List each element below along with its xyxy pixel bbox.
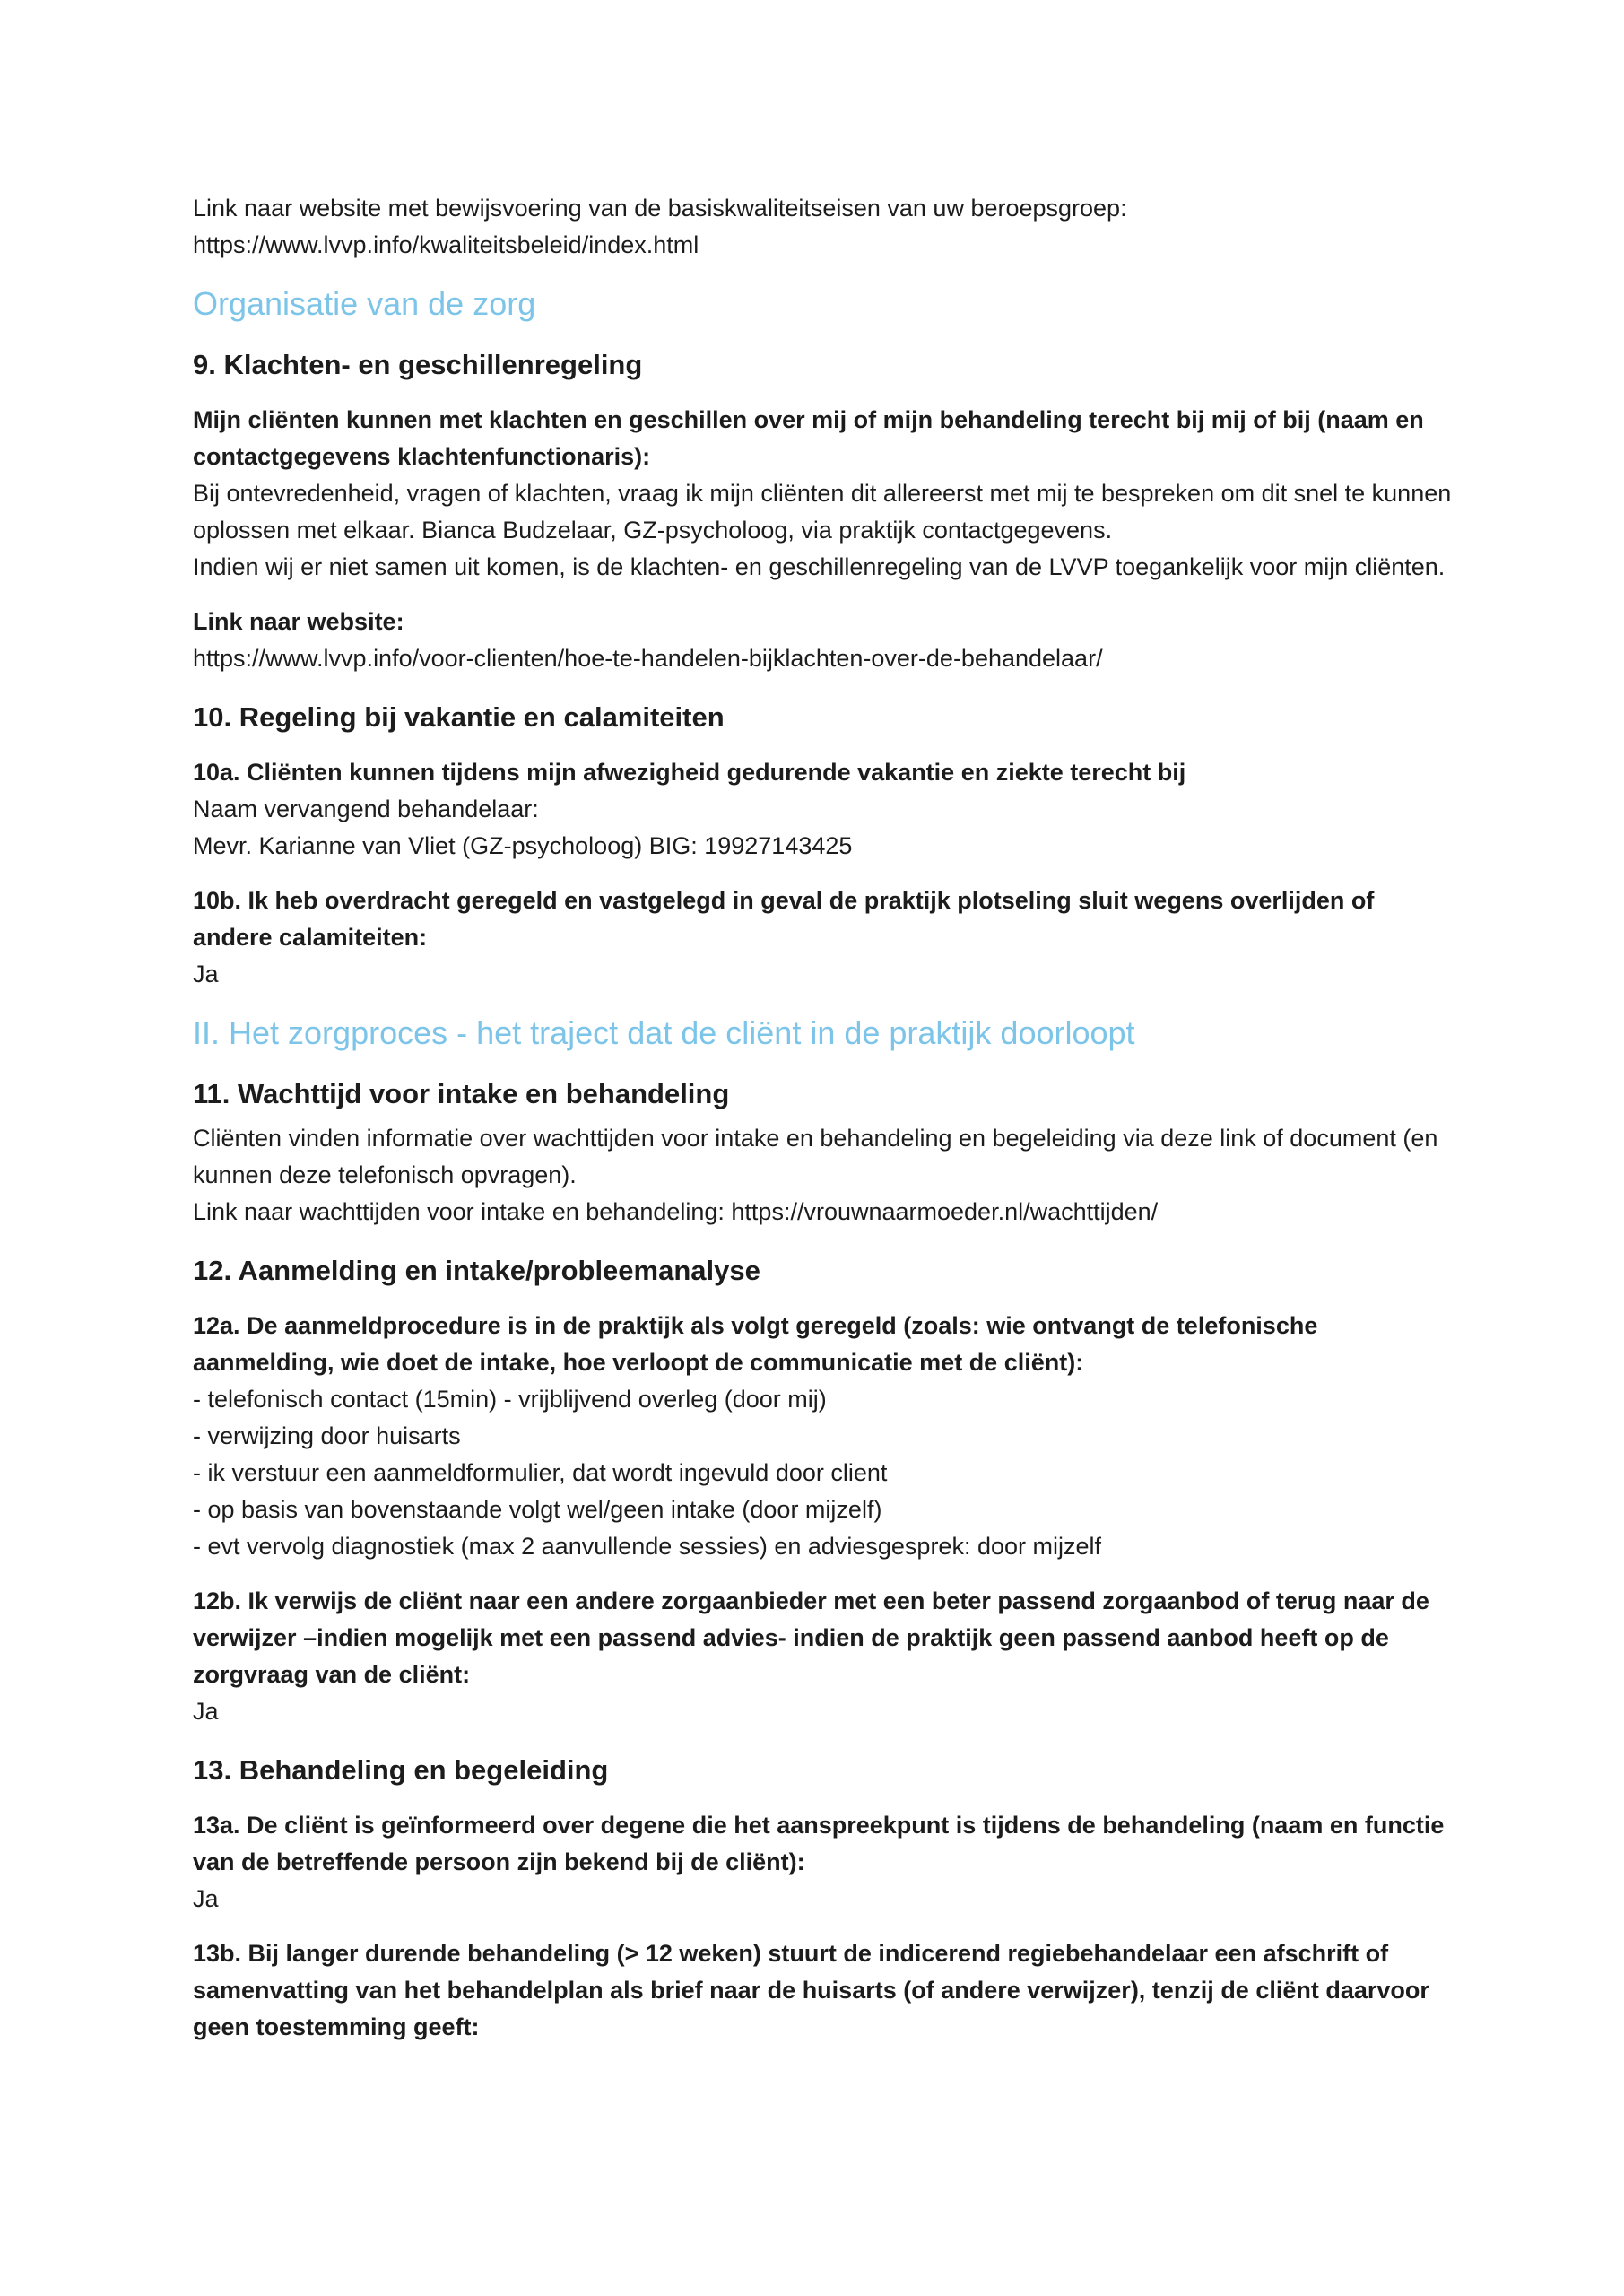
q9-link-label: Link naar website: bbox=[193, 608, 404, 635]
intro-line: Link naar website met bewijsvoering van de basiskwaliteitseisen van uw beroepsgroep: bbox=[193, 195, 1127, 222]
document-content bbox=[193, 190, 1453, 2046]
q9-heading: 9. Klachten- en geschillenregeling bbox=[193, 349, 643, 380]
q11-body-1: Cliënten vinden informatie over wachttijden voor intake en behandeling en begeleiding via deze link of document (en kunnen deze telefonisch opvragen). bbox=[193, 1125, 1438, 1188]
q12a-question: 12a. De aanmeldprocedure is in de praktijk als volgt geregeld (zoals: wie ontvangt de telefonische aanmelding, wie doet de intake, hoe verloopt de communicatie met de cliënt): bbox=[193, 1312, 1318, 1376]
q9-question: Mijn cliënten kunnen met klachten en geschillen over mij of mijn behandeling terecht bij mij of bij (naam en contactgegevens klachtenfunctionaris): bbox=[193, 406, 1424, 470]
q10-heading: 10. Regeling bij vakantie en calamiteiten bbox=[193, 701, 725, 733]
q9-link-url: https://www.lvvp.info/voor-clienten/hoe-te-handelen-bijklachten-over-de-behandelaar/ bbox=[193, 645, 1103, 672]
q12-heading: 12. Aanmelding en intake/probleemanalyse bbox=[193, 1255, 760, 1286]
q12a-item: - evt vervolg diagnostiek (max 2 aanvullende sessies) en adviesgesprek: door mijzelf bbox=[193, 1533, 1102, 1560]
q12a-item: - ik verstuur een aanmeldformulier, dat wordt ingevuld door client bbox=[193, 1459, 888, 1486]
q10a-body-1: Naam vervangend behandelaar: bbox=[193, 796, 539, 822]
intro-url: https://www.lvvp.info/kwaliteitsbeleid/index.html bbox=[193, 231, 699, 258]
q13a-answer: Ja bbox=[193, 1885, 219, 1912]
q12b-question: 12b. Ik verwijs de cliënt naar een andere zorgaanbieder met een beter passend zorgaanbod of terug naar de verwijzer –indien mogelijk met een passend advies- indien de praktijk geen passend aanbod heeft op de zorgvraag van de cliënt: bbox=[193, 1587, 1429, 1688]
q11-heading: 11. Wachttijd voor intake en behandeling bbox=[193, 1078, 730, 1109]
q12a-item: - telefonisch contact (15min) - vrijblijvend overleg (door mij) bbox=[193, 1386, 827, 1413]
q10a-body-2: Mevr. Karianne van Vliet (GZ-psycholoog) BIG: 19927143425 bbox=[193, 832, 853, 859]
section-title-organisatie: Organisatie van de zorg bbox=[193, 285, 536, 322]
q10a-question: 10a. Cliënten kunnen tijdens mijn afwezigheid gedurende vakantie en ziekte terecht bij bbox=[193, 759, 1186, 786]
q9-body-1: Bij ontevredenheid, vragen of klachten, vraag ik mijn cliënten dit allereerst met mij te bespreken om dit snel te kunnen oplossen met elkaar. Bianca Budzelaar, GZ-psycholoog, via praktijk contactgegevens. bbox=[193, 480, 1452, 544]
q10b-answer: Ja bbox=[193, 961, 219, 987]
q12a-item: - op basis van bovenstaande volgt wel/geen intake (door mijzelf) bbox=[193, 1496, 882, 1523]
q10b-question: 10b. Ik heb overdracht geregeld en vastgelegd in geval de praktijk plotseling sluit wegens overlijden of andere calamiteiten: bbox=[193, 887, 1375, 951]
q12a-item: - verwijzing door huisarts bbox=[193, 1422, 461, 1449]
q13-heading: 13. Behandeling en begeleiding bbox=[193, 1754, 609, 1786]
q12b-answer: Ja bbox=[193, 1698, 219, 1725]
section-title-zorgproces: II. Het zorgproces - het traject dat de cliënt in de praktijk doorloopt bbox=[193, 1014, 1135, 1051]
q9-body-2: Indien wij er niet samen uit komen, is de klachten- en geschillenregeling van de LVVP toegankelijk voor mijn cliënten. bbox=[193, 553, 1446, 580]
q13b-question: 13b. Bij langer durende behandeling (> 12 weken) stuurt de indicerend regiebehandelaar een afschrift of samenvatting van het behandelplan als brief naar de huisarts (of andere verwijzer), tenzij de cliënt daarvoor geen toestemming geeft: bbox=[193, 1940, 1429, 2040]
q11-body-2: Link naar wachttijden voor intake en behandeling: https://vrouwnaarmoeder.nl/wachttijden/ bbox=[193, 1198, 1159, 1225]
q13a-question: 13a. De cliënt is geïnformeerd over degene die het aanspreekpunt is tijdens de behandeling (naam en functie van de betreffende persoon zijn bekend bij de cliënt): bbox=[193, 1812, 1445, 1875]
